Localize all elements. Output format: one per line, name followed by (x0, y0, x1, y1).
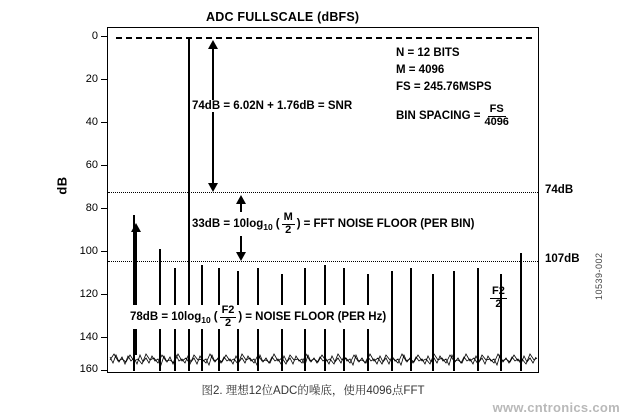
bin-spacing-denominator: 4096 (484, 115, 509, 128)
snr-annotation (190, 100, 354, 112)
fft-noise-sub: 10 (263, 222, 273, 233)
level-label-107db: 107dB (545, 253, 580, 265)
noise-floor-arrow-shaft (135, 230, 137, 355)
noise-floor-paren-open: ( (213, 311, 218, 324)
y-tick-label-140: 140 (79, 331, 98, 343)
fft-noise-annotation (190, 212, 477, 236)
noise-floor-sub: 10 (201, 315, 211, 326)
watermark: www.cntronics.com (492, 400, 620, 415)
y-tick-label-100: 100 (79, 245, 98, 257)
fft-noise-denominator: 2 (285, 223, 292, 236)
fft-noise-arrow-head-down (236, 252, 246, 261)
y-tick-label-160: 160 (79, 363, 98, 375)
y-tick-label-60: 60 (85, 159, 98, 171)
y-tick-label-80: 80 (85, 202, 98, 214)
noise-floor-denominator: 2 (224, 316, 232, 329)
figure-caption: 图2. 理想12位ADC的噪底，使用4096点FFT (201, 385, 425, 397)
fft-noise-numerator: M (283, 211, 293, 223)
fft-noise-paren-open: ( (275, 218, 280, 231)
noise-floor-numerator: F2 (221, 304, 235, 316)
snr-annotation-text: 74dB = 6.02N + 1.76dB = SNR (192, 100, 353, 112)
fullscale-level-line (116, 37, 532, 39)
level-line-107db (108, 261, 538, 262)
noise-floor-paren-close: ) (238, 311, 243, 324)
noise-floor-annotation (128, 305, 388, 329)
f2-over-2-label (488, 286, 509, 310)
chart-title: ADC FULLSCALE (dBFS) (206, 10, 360, 24)
y-axis-title: dB (54, 176, 70, 195)
bin-spacing-numerator: FS (489, 103, 504, 115)
snr-arrow-head-down (208, 183, 218, 192)
f2-label-denominator: 2 (495, 297, 502, 310)
level-line-74db (108, 192, 538, 193)
fft-noise-prefix: 33dB = 10log (192, 218, 264, 231)
spec-fs: FS = 245.76MSPS (396, 81, 492, 93)
y-tick-label-40: 40 (85, 116, 98, 128)
spec-list (396, 45, 492, 96)
noise-floor-prefix: 78dB = 10log (130, 311, 202, 324)
bin-spacing-formula (396, 104, 513, 128)
y-tick-label-0: 0 (91, 30, 98, 42)
bin-spacing-label: BIN SPACING = (396, 110, 481, 123)
y-tick-label-120: 120 (79, 288, 98, 300)
snr-arrow-shaft (212, 47, 214, 185)
level-label-74db: 74dB (545, 184, 574, 196)
spec-bits: N = 12 BITS (396, 47, 460, 59)
y-tick-label-20: 20 (85, 73, 98, 85)
fft-noise-paren-close: ) (296, 218, 301, 231)
fft-noise-suffix: = FFT NOISE FLOOR (PER BIN) (303, 218, 475, 231)
f2-label-numerator: F2 (492, 285, 505, 297)
spec-m: M = 4096 (396, 64, 445, 76)
figure-id: 10539-002 (594, 252, 604, 300)
noise-floor-suffix: = NOISE FLOOR (PER Hz) (245, 311, 387, 324)
